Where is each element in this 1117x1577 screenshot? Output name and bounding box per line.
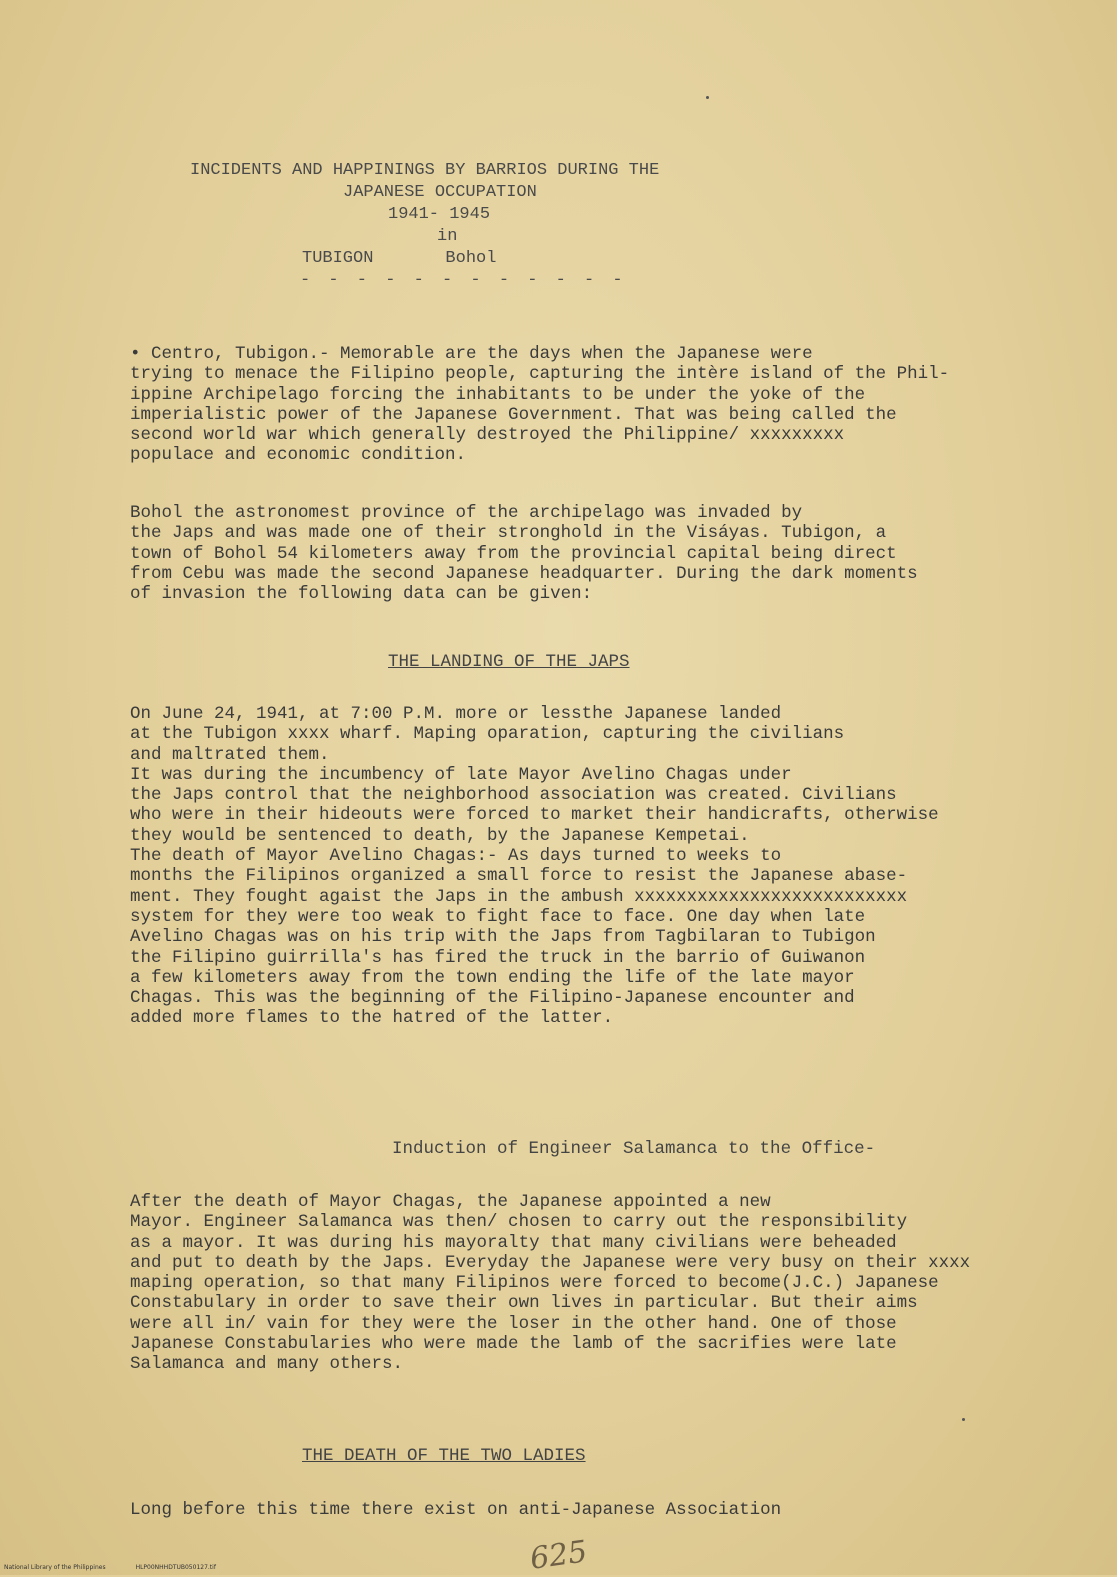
- section-two-ladies-text: Long before this time there exist on anti-Japanese Association: [130, 1500, 782, 1520]
- title-rule: - - - - - - - - - - - -: [300, 271, 627, 290]
- intro-paragraph-2: Bohol the astronomest province of the archipelago was invaded by the Japs and was made one of their stronghold in the Visáyas. Tubigon, a town of Bohol 54 kilometers away from the provincial capital being direct from Cebu was made the second Japanese headquarter. During the dark moments of invasion the following data can be given:: [130, 503, 918, 605]
- ink-speck: [962, 1418, 965, 1421]
- archive-footer: [4, 1564, 216, 1571]
- title-line-1: INCIDENTS AND HAPPININGS BY BARRIOS DURING THE: [190, 161, 660, 180]
- section-induction-text: After the death of Mayor Chagas, the Japanese appointed a new Mayor. Engineer Salamanca was then/ chosen to carry out the responsibility as a mayor. It was during his mayoralty that many civilians were beheaded and put to death by the Japs. Everyday the Japanese were very busy on their xxxx maping operation, so that many Filipinos were forced to become(J.C.) Japanese Constabulary in order to save their own lives in particular. But their aims were all in/ vain for they were the loser in the other hand. One of those Japanese Constabularies who were made the lamb of the sacrifies were late Salamanca and many others.: [130, 1192, 971, 1375]
- ink-speck: [706, 96, 709, 99]
- library-credit: National Library of the Philippines: [4, 1564, 106, 1571]
- section-heading-two-ladies: THE DEATH OF THE TWO LADIES: [302, 1446, 586, 1466]
- section-landing-text: On June 24, 1941, at 7:00 P.M. more or lessthe Japanese landed at the Tubigon xxxx wharf. Maping oparation, capturing the civilians and maltrated them. It was during the incumbency of late Mayor Avelino Chagas under the Japs control that the neighborhood association was created. Civilians who were in their hideouts were forced to market their handicrafts, otherwise they would be sentenced to death, by the Japanese Kempetai. The death of Mayor Avelino Chagas:- As days turned to weeks to months the Filipinos organized a small force to resist the Japanese abase- ment. They fought agaist the Japs in the ambush xxxxxxxxxxxxxxxxxxxxxxxxxx system for they were too weak to fight face to face. One day when late Avelino Chagas was on his trip with the Japs from Tagbilaran to Tubigon the Filipino guirrilla's has fired the truck in the barrio of Guiwanon a few kilometers away from the town ending the life of the late mayor Chagas. This was the beginning of the Filipino-Japanese encounter and added more flames to the hatred of the latter.: [130, 704, 939, 1029]
- section-heading-landing: THE LANDING OF THE JAPS: [388, 652, 630, 672]
- title-location: [302, 248, 790, 270]
- title-province: Bohol: [445, 249, 497, 268]
- handwritten-page-number: 625: [527, 1534, 590, 1577]
- title-in: in: [437, 227, 458, 246]
- intro-paragraph-1: • Centro, Tubigon.- Memorable are the days when the Japanese were trying to menace the Filipino people, capturing the intère island of the Phil- ippine Archipelago forcing the inhabitants to be under the yoke of the imperialistic power of the Japanese Government. That was being called the second world war which generally destroyed the Philippine/ xxxxxxxxx populace and economic condition.: [130, 344, 950, 466]
- title-block: [190, 160, 790, 292]
- section-heading-induction: Induction of Engineer Salamanca to the Office-: [392, 1139, 876, 1159]
- title-years: 1941- 1945: [388, 205, 491, 224]
- title-town: TUBIGON: [302, 249, 374, 268]
- title-line-2: JAPANESE OCCUPATION: [343, 183, 537, 202]
- file-name: HLP00NHHDTUB050127.tif: [135, 1564, 216, 1571]
